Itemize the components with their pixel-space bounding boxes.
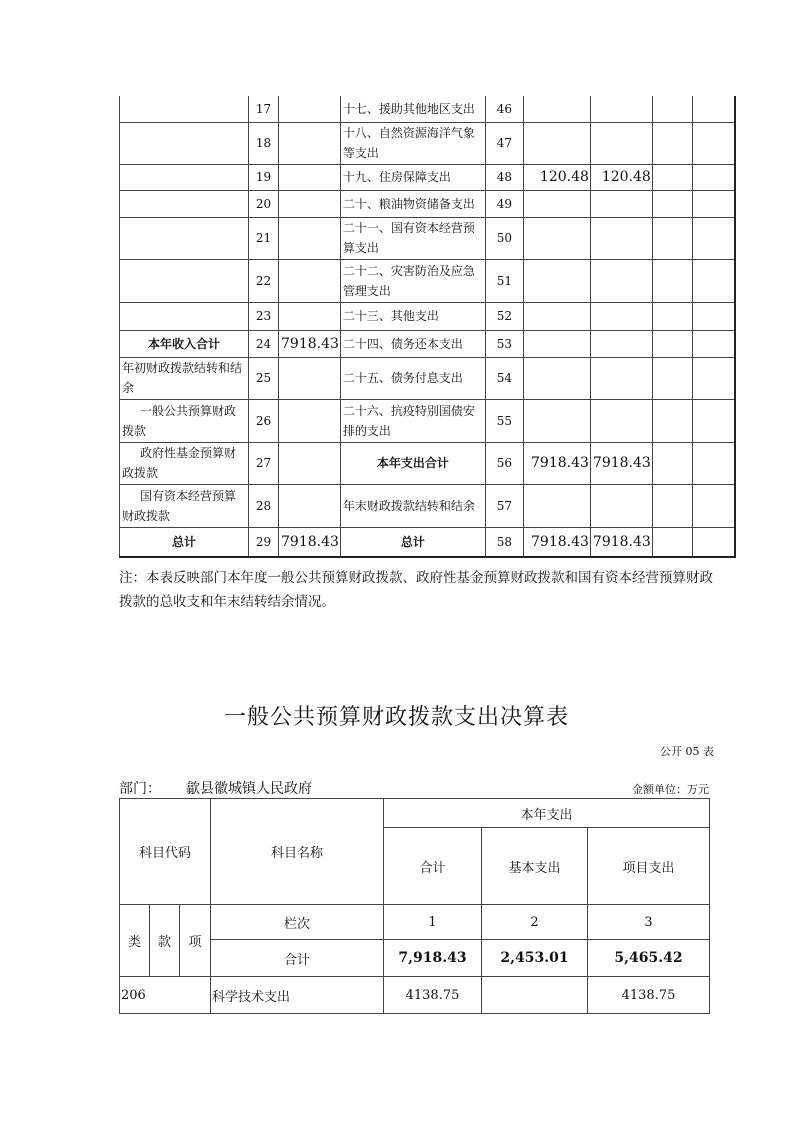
expense-row-number: 50 xyxy=(485,217,523,259)
header-lei: 类 xyxy=(120,905,150,977)
income-amount xyxy=(279,164,341,190)
sum-basic: 2,453.01 xyxy=(482,940,588,977)
expense-row-number: 53 xyxy=(485,330,523,357)
expense-item-label: 二十、粮油物资储备支出 xyxy=(340,190,485,217)
income-amount xyxy=(279,357,341,399)
expense-total xyxy=(523,259,590,302)
income-item-label: 一般公共预算财政拨款 xyxy=(120,399,249,442)
expense-state-capital-budget xyxy=(692,330,735,357)
expense-general-budget xyxy=(590,190,652,217)
table-row xyxy=(120,357,736,399)
income-row-number: 24 xyxy=(249,330,279,357)
header-project: 项目支出 xyxy=(588,828,710,905)
expense-total xyxy=(523,217,590,259)
expense-general-budget: 7918.43 xyxy=(590,442,652,484)
table-row xyxy=(120,122,736,164)
income-row-number: 21 xyxy=(249,217,279,259)
income-row-number: 29 xyxy=(249,527,279,557)
expense-state-capital-budget xyxy=(692,527,735,557)
income-row-number: 25 xyxy=(249,357,279,399)
expense-item-label: 二十四、债务还本支出 xyxy=(340,330,485,357)
income-amount xyxy=(279,190,341,217)
table-row xyxy=(120,164,736,190)
expense-fund-budget xyxy=(652,399,692,442)
table-row xyxy=(120,259,736,302)
income-row-number: 27 xyxy=(249,442,279,484)
sum-total: 7,918.43 xyxy=(384,940,482,977)
general-budget-expense-table xyxy=(119,798,710,1014)
department-label: 部门： xyxy=(119,781,161,797)
expense-fund-budget xyxy=(652,484,692,527)
row-basic xyxy=(482,977,588,1014)
header-subject-name: 科目名称 xyxy=(211,799,384,905)
income-row-number: 20 xyxy=(249,190,279,217)
income-amount xyxy=(279,217,341,259)
header-year-expense: 本年支出 xyxy=(384,799,710,828)
row-code: 206 xyxy=(120,977,211,1014)
expense-total xyxy=(523,96,590,122)
expense-state-capital-budget xyxy=(692,442,735,484)
expense-total xyxy=(523,330,590,357)
page-title: 一般公共预算财政拨款支出决算表 xyxy=(223,705,569,730)
table-note: 注：本表反映部门本年度一般公共预算财政拨款、政府性基金预算财政拨款和国有资本经营预算财政拨款的总收支和年末结转结余情况。 xyxy=(119,570,713,610)
income-amount xyxy=(279,259,341,302)
expense-row-number: 56 xyxy=(485,442,523,484)
expense-row-number: 46 xyxy=(485,96,523,122)
expense-state-capital-budget xyxy=(692,190,735,217)
income-item-label xyxy=(120,122,249,164)
header-total: 合计 xyxy=(384,828,482,905)
expense-fund-budget xyxy=(652,259,692,302)
income-item-label: 国有资本经营预算财政拨款 xyxy=(120,484,249,527)
expense-total xyxy=(523,302,590,330)
expense-item-label: 二十五、债务付息支出 xyxy=(340,357,485,399)
expense-item-label: 本年支出合计 xyxy=(340,442,485,484)
table-row xyxy=(120,484,736,527)
income-expense-table xyxy=(119,96,736,558)
expense-item-label: 总计 xyxy=(340,527,485,557)
expense-general-budget xyxy=(590,302,652,330)
expense-row-number: 51 xyxy=(485,259,523,302)
expense-total: 120.48 xyxy=(523,164,590,190)
expense-fund-budget xyxy=(652,357,692,399)
expense-general-budget: 120.48 xyxy=(590,164,652,190)
expense-state-capital-budget xyxy=(692,259,735,302)
expense-general-budget xyxy=(590,217,652,259)
expense-total xyxy=(523,357,590,399)
income-amount xyxy=(279,484,341,527)
header-basic: 基本支出 xyxy=(482,828,588,905)
income-row-number: 26 xyxy=(249,399,279,442)
expense-row-number: 57 xyxy=(485,484,523,527)
expense-row-number: 54 xyxy=(485,357,523,399)
expense-total xyxy=(523,122,590,164)
header-kuan: 款 xyxy=(150,905,180,977)
expense-item-label: 二十一、国有资本经营预算支出 xyxy=(340,217,485,259)
expense-total xyxy=(523,484,590,527)
income-item-label: 政府性基金预算财政拨款 xyxy=(120,442,249,484)
expense-total xyxy=(523,399,590,442)
expense-fund-budget xyxy=(652,164,692,190)
expense-state-capital-budget xyxy=(692,122,735,164)
income-amount xyxy=(279,302,341,330)
col-no-3: 3 xyxy=(588,905,710,940)
expense-fund-budget xyxy=(652,527,692,557)
table-row xyxy=(120,96,736,122)
table-row xyxy=(120,190,736,217)
expense-general-budget xyxy=(590,357,652,399)
income-item-label xyxy=(120,217,249,259)
expense-state-capital-budget xyxy=(692,484,735,527)
sum-project: 5,465.42 xyxy=(588,940,710,977)
income-row-number: 22 xyxy=(249,259,279,302)
expense-state-capital-budget xyxy=(692,357,735,399)
income-row-number: 17 xyxy=(249,96,279,122)
expense-general-budget xyxy=(590,484,652,527)
income-row-number: 28 xyxy=(249,484,279,527)
table-row xyxy=(120,399,736,442)
income-row-number: 19 xyxy=(249,164,279,190)
income-amount: 7918.43 xyxy=(279,527,341,557)
expense-item-label: 二十三、其他支出 xyxy=(340,302,485,330)
expense-state-capital-budget xyxy=(692,96,735,122)
income-item-label xyxy=(120,259,249,302)
expense-general-budget xyxy=(590,96,652,122)
income-item-label xyxy=(120,190,249,217)
amount-unit: 金额单位：万元 xyxy=(632,783,709,796)
income-amount xyxy=(279,442,341,484)
expense-row-number: 49 xyxy=(485,190,523,217)
expense-state-capital-budget xyxy=(692,164,735,190)
header-column-no: 栏次 xyxy=(211,905,384,940)
expense-state-capital-budget xyxy=(692,217,735,259)
expense-item-label: 二十六、抗疫特别国债安排的支出 xyxy=(340,399,485,442)
col-no-1: 1 xyxy=(384,905,482,940)
col-no-2: 2 xyxy=(482,905,588,940)
expense-item-label: 十九、住房保障支出 xyxy=(340,164,485,190)
table-row xyxy=(120,442,736,484)
table-row xyxy=(120,527,736,557)
row-project: 4138.75 xyxy=(588,977,710,1014)
expense-item-label: 年末财政拨款结转和结余 xyxy=(340,484,485,527)
expense-total: 7918.43 xyxy=(523,442,590,484)
expense-total: 7918.43 xyxy=(523,527,590,557)
expense-general-budget xyxy=(590,259,652,302)
expense-fund-budget xyxy=(652,96,692,122)
sum-label: 合计 xyxy=(211,940,384,977)
income-amount xyxy=(279,96,341,122)
expense-fund-budget xyxy=(652,330,692,357)
expense-fund-budget xyxy=(652,217,692,259)
income-amount xyxy=(279,399,341,442)
expense-general-budget xyxy=(590,122,652,164)
form-code: 公开 05 表 xyxy=(660,745,714,758)
income-amount xyxy=(279,122,341,164)
expense-item-label: 二十二、灾害防治及应急管理支出 xyxy=(340,259,485,302)
expense-state-capital-budget xyxy=(692,302,735,330)
income-item-label xyxy=(120,96,249,122)
table-row xyxy=(120,977,710,1014)
expense-general-budget: 7918.43 xyxy=(590,527,652,557)
expense-general-budget xyxy=(590,399,652,442)
expense-item-label: 十八、自然资源海洋气象等支出 xyxy=(340,122,485,164)
income-amount: 7918.43 xyxy=(279,330,341,357)
income-item-label: 本年收入合计 xyxy=(120,330,249,357)
expense-fund-budget xyxy=(652,302,692,330)
income-row-number: 18 xyxy=(249,122,279,164)
expense-row-number: 52 xyxy=(485,302,523,330)
expense-fund-budget xyxy=(652,442,692,484)
header-subject-code: 科目代码 xyxy=(120,799,211,905)
income-item-label xyxy=(120,302,249,330)
table-row xyxy=(120,302,736,330)
row-total: 4138.75 xyxy=(384,977,482,1014)
table-row xyxy=(120,330,736,357)
expense-row-number: 48 xyxy=(485,164,523,190)
expense-total xyxy=(523,190,590,217)
expense-general-budget xyxy=(590,330,652,357)
expense-row-number: 58 xyxy=(485,527,523,557)
department-name: 歙县徽城镇人民政府 xyxy=(186,781,312,797)
expense-item-label: 十七、援助其他地区支出 xyxy=(340,96,485,122)
expense-state-capital-budget xyxy=(692,399,735,442)
income-row-number: 23 xyxy=(249,302,279,330)
income-item-label xyxy=(120,164,249,190)
expense-fund-budget xyxy=(652,122,692,164)
row-name: 科学技术支出 xyxy=(211,977,384,1014)
expense-row-number: 47 xyxy=(485,122,523,164)
income-item-label: 年初财政拨款结转和结余 xyxy=(120,357,249,399)
header-xiang: 项 xyxy=(180,905,211,977)
income-item-label: 总计 xyxy=(120,527,249,557)
expense-row-number: 55 xyxy=(485,399,523,442)
table-row xyxy=(120,217,736,259)
expense-fund-budget xyxy=(652,190,692,217)
